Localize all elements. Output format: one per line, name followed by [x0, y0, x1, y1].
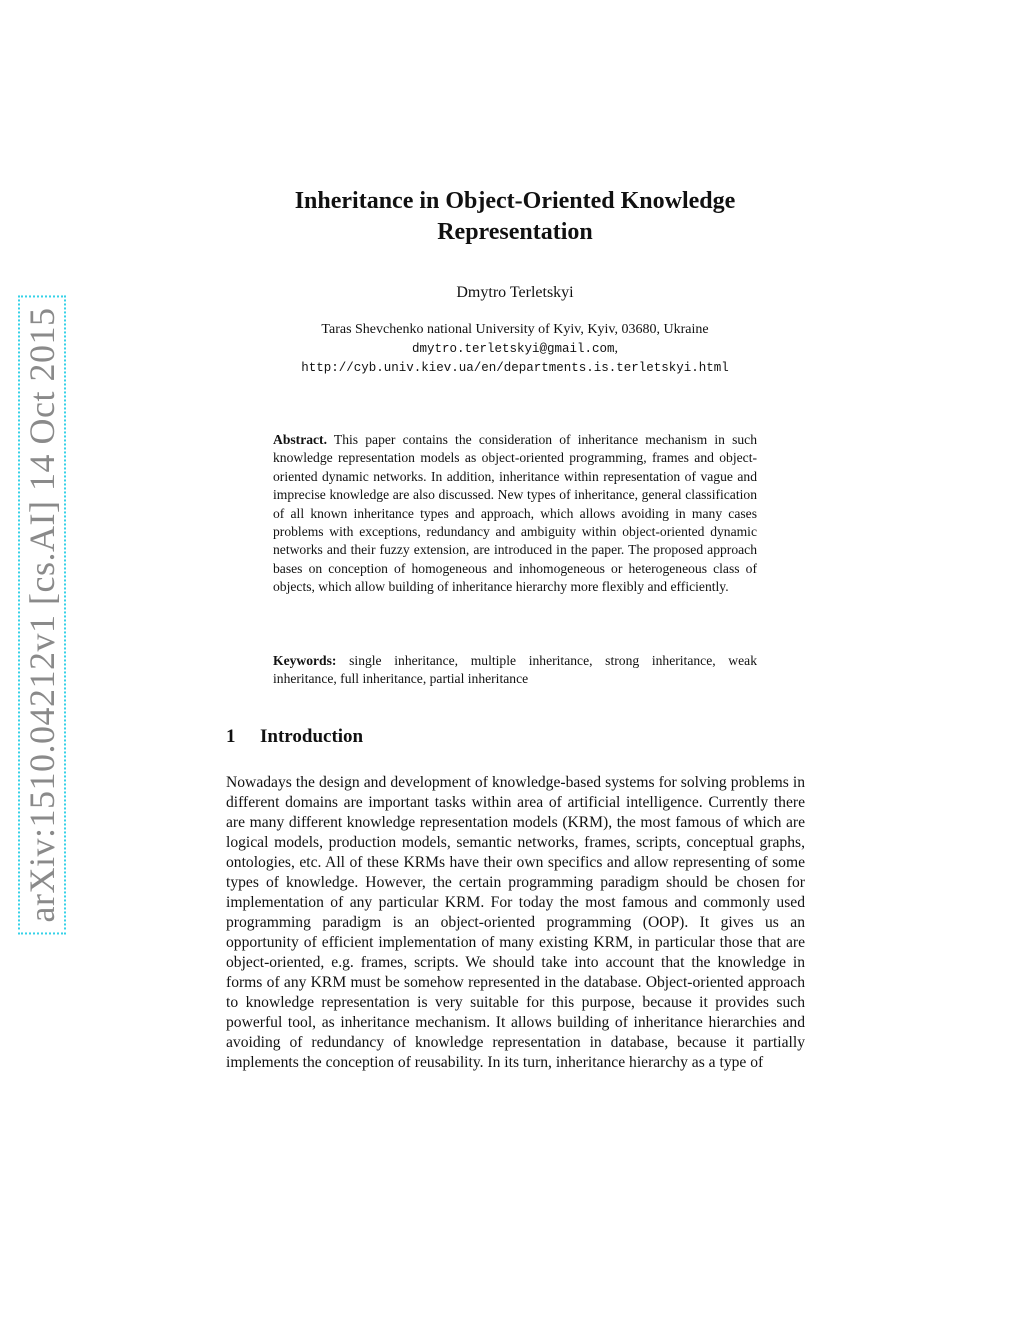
email-line [200, 339, 830, 359]
email-suffix: , [614, 341, 619, 356]
title-line-2: Representation [437, 219, 593, 245]
title-line-1: Inheritance in Object-Oriented Knowledge [294, 188, 736, 214]
arxiv-identifier: arXiv:1510.04212v1 [cs.AI] 14 Oct 2015 [18, 296, 66, 935]
affiliation-block [200, 320, 830, 378]
abstract [273, 431, 757, 597]
keywords [273, 652, 757, 689]
abstract-text: This paper contains the consideration of inheritance mechanism in such knowledge representation models as object-oriented programming, frames and object-oriented dynamic networks. In addition, inheritance within representation of vague and imprecise knowledge are also discussed. New types of inheritance, general classification of all known inheritance types and approach, which allows avoiding in many cases problems with exceptions, redundancy and ambiguity within object-oriented dynamic networks and their fuzzy extension, are introduced in the paper. The proposed approach bases on conception of homogeneous and inhomogeneous or heterogeneous class of objects, which allow building of inheritance hierarchy more flexibly and efficiently. [273, 432, 757, 595]
paper-title [200, 186, 830, 248]
affiliation: Taras Shevchenko national University of Kyiv, Kyiv, 03680, Ukraine [321, 322, 709, 337]
abstract-label: Abstract. [273, 432, 327, 447]
section-number: 1 [226, 726, 236, 747]
section-heading [226, 726, 806, 748]
keywords-text: single inheritance, multiple inheritance, strong inheritance, weak inheritance, full inheritance, partial inheritance [273, 653, 757, 687]
section-body: Nowadays the design and development of knowledge-based systems for solving problems in different domains are important tasks within area of artificial intelligence. Currently there are many different knowledge representation models (KRM), the most famous of which are logical models, production models, semantic networks, frames, scripts, conceptual graphs, ontologies, etc. All of these KRMs have their own specifics and allow representing of some types of knowledge. However, the certain programming paradigm should be chosen for implementation of any particular KRM. For today the most famous and commonly used programming paradigm is an object-oriented programming (OOP). It gives us an opportunity of efficient implementation of many existing KRM, in particular those that are object-oriented, e.g. frames, scripts. We should take into account that the knowledge in forms of any KRM must be somehow represented in the database. Object-oriented approach to knowledge representation is very suitable for this purpose, because it provides such powerful tool, as inheritance mechanism. It allows building of inheritance hierarchies and avoiding of redundancy of knowledge representation in database, because it partially implements the conception of reusability. In its turn, inheritance hierarchy as a type of [226, 774, 805, 1071]
keywords-label: Keywords: [273, 653, 337, 668]
email-link[interactable]: dmytro.terletskyi@gmail.com [411, 342, 615, 356]
homepage-link[interactable]: http://cyb.univ.kiev.ua/en/departments.is.terletskyi.html [301, 361, 729, 375]
section-title: Introduction [260, 726, 364, 747]
author-name: Dmytro Terletskyi [456, 284, 574, 301]
